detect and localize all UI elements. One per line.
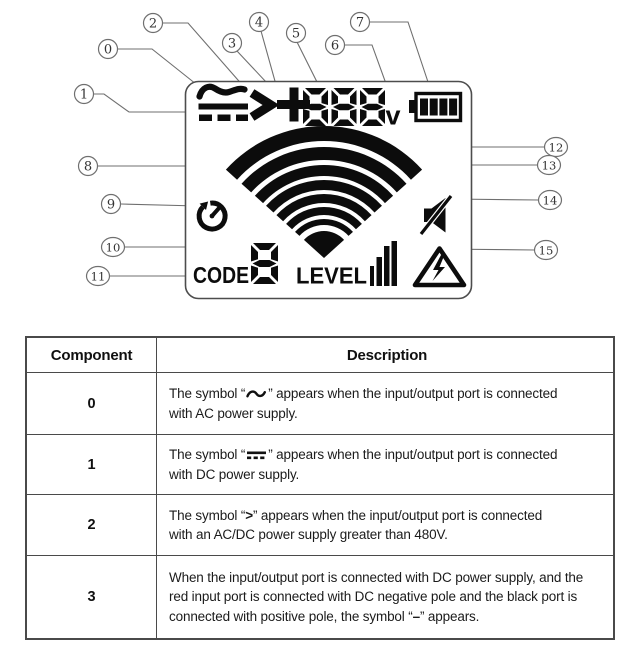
- callout-0: [99, 40, 118, 59]
- description-cell-3: [157, 556, 613, 638]
- callout-12: [545, 138, 568, 157]
- voltage-digits: [303, 88, 385, 126]
- svg-text:1: 1: [79, 87, 89, 103]
- component-cell-2: [27, 495, 157, 556]
- table-header-description: Description: [157, 338, 613, 373]
- description-line: The symbol “>” appears when the input/output port is connected: [169, 507, 543, 523]
- callout-10: [102, 238, 125, 257]
- component-number: 3: [87, 589, 96, 605]
- description-line: The symbol “ ” appears when the input/output port is connected: [169, 386, 558, 401]
- lcd-screen-diagram: [0, 0, 632, 320]
- volt-unit: v: [385, 100, 401, 131]
- svg-text:2: 2: [148, 16, 158, 32]
- callout-11: [87, 267, 110, 286]
- table-header-component: Component: [27, 338, 157, 373]
- description-line: connected with positive pole, the symbol “–” appears.: [169, 608, 480, 624]
- callout-1: [75, 85, 94, 104]
- component-number: 0: [87, 395, 96, 412]
- svg-text:0: 0: [103, 42, 113, 58]
- description-line: red input port is connected with DC negative pole and the black port is: [169, 589, 578, 605]
- svg-text:13: 13: [541, 158, 557, 173]
- callout-15: [535, 241, 558, 260]
- description-cell-0: [157, 373, 613, 435]
- component-number: 2: [87, 517, 96, 533]
- component-cell-0: [27, 373, 157, 435]
- svg-text:15: 15: [538, 243, 554, 258]
- level-label: LEVEL: [296, 262, 367, 289]
- svg-text:7: 7: [355, 15, 365, 31]
- svg-text:5: 5: [291, 26, 301, 42]
- component-table: [25, 336, 615, 640]
- code-digit: [251, 243, 278, 284]
- callout-13: [538, 156, 561, 175]
- svg-text:12: 12: [548, 140, 564, 155]
- svg-text:9: 9: [106, 197, 116, 213]
- svg-text:11: 11: [90, 269, 106, 284]
- ac-symbol: [246, 389, 267, 399]
- component-number: 1: [87, 456, 96, 473]
- callout-14: [539, 191, 562, 210]
- callout-2: [144, 14, 163, 33]
- svg-text:6: 6: [330, 38, 340, 54]
- svg-text:4: 4: [254, 15, 264, 31]
- minus-symbol: –: [412, 608, 420, 624]
- description-cell-2: [157, 495, 613, 556]
- dc-symbol: [246, 450, 267, 460]
- component-cell-3: [27, 556, 157, 638]
- description-cell-1: [157, 435, 613, 495]
- callout-3: [223, 34, 242, 53]
- description-line: When the input/output port is connected with DC power supply, and the: [169, 569, 584, 585]
- callout-7: [351, 13, 370, 32]
- svg-text:14: 14: [542, 193, 558, 208]
- callout-8: [79, 157, 98, 176]
- description-line: with DC power supply.: [169, 466, 300, 482]
- svg-text:3: 3: [227, 36, 237, 52]
- component-cell-1: [27, 435, 157, 495]
- callout-9: [102, 195, 121, 214]
- svg-text:8: 8: [83, 159, 93, 175]
- callout-6: [326, 36, 345, 55]
- greater-than-symbol: >: [245, 507, 253, 523]
- description-line: with AC power supply.: [169, 405, 298, 421]
- description-line: The symbol “ ” appears when the input/output port is connected: [169, 447, 558, 462]
- callout-5: [287, 24, 306, 43]
- svg-text:10: 10: [105, 240, 121, 255]
- callout-4: [250, 13, 269, 32]
- code-label: CODE: [193, 262, 249, 288]
- description-line: with an AC/DC power supply greater than 480V.: [169, 527, 448, 542]
